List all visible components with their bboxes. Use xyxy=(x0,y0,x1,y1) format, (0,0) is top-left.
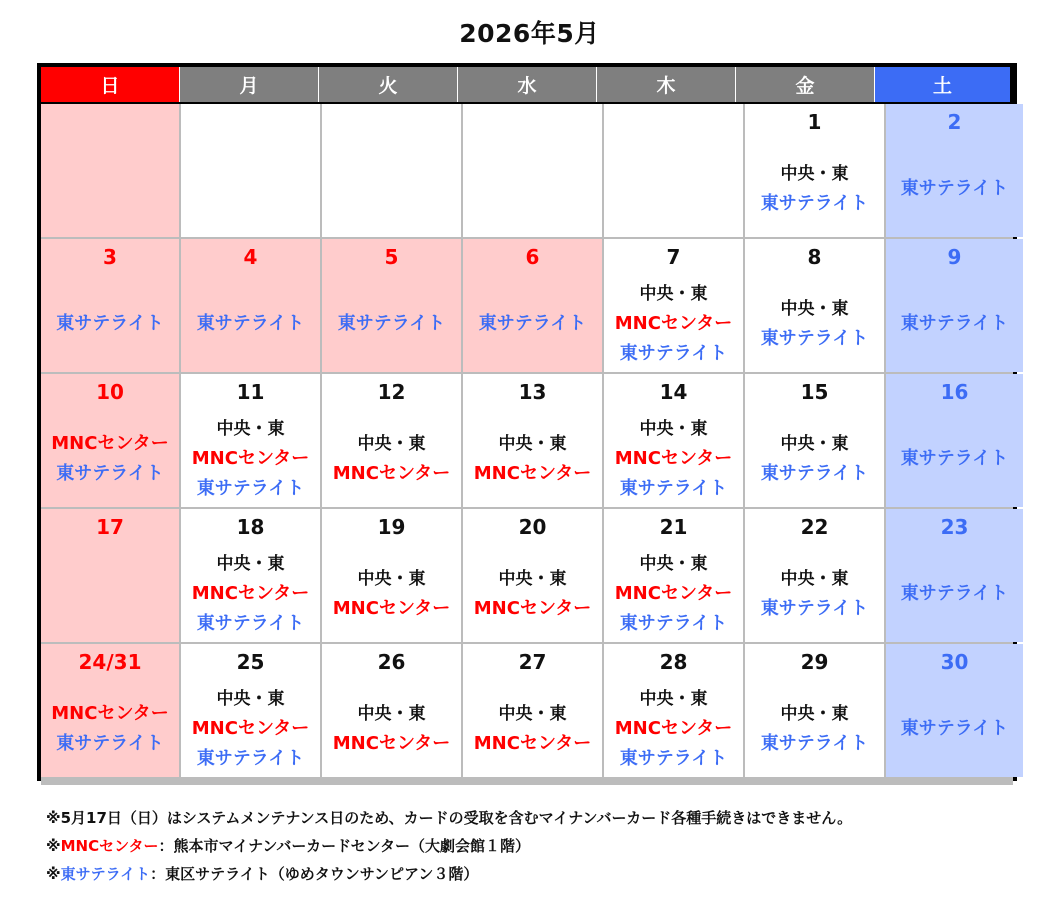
day-number: 7 xyxy=(666,245,681,269)
day-number: 10 xyxy=(96,380,124,404)
calendar-day-cell xyxy=(181,239,320,372)
day-entries xyxy=(41,140,179,237)
calendar-day-cell xyxy=(886,104,1023,237)
day-entries xyxy=(181,140,320,237)
day-number: 9 xyxy=(947,245,962,269)
central-east-label: 中央・東 xyxy=(498,703,567,724)
day-entries xyxy=(41,410,179,507)
calendar-day-cell xyxy=(41,104,179,237)
east-satellite-label: 東サテライト xyxy=(619,342,728,364)
calendar-day-cell xyxy=(463,509,602,642)
east-satellite-label: 東サテライト xyxy=(196,747,305,769)
day-number: 30 xyxy=(940,650,969,674)
mnc-center-label: MNCセンター xyxy=(614,717,733,739)
day-entries xyxy=(181,680,320,777)
day-entries xyxy=(463,410,602,507)
weekday-header-friday: 金 xyxy=(735,67,874,102)
day-entries xyxy=(604,275,743,372)
calendar-day-cell xyxy=(745,104,884,237)
weekday-header-thursday: 木 xyxy=(596,67,735,102)
east-satellite-label: 東サテライト xyxy=(196,612,305,634)
east-satellite-label: 東サテライト xyxy=(760,732,869,754)
calendar-day-cell xyxy=(322,509,461,642)
day-entries xyxy=(745,140,884,237)
central-east-label: 中央・東 xyxy=(639,418,708,439)
central-east-label: 中央・東 xyxy=(780,433,849,454)
central-east-label: 中央・東 xyxy=(639,553,708,574)
mnc-center-label: MNCセンター xyxy=(332,462,451,484)
day-number: 14 xyxy=(659,380,688,404)
central-east-label: 中央・東 xyxy=(639,688,708,709)
note-mnc-prefix: ※ xyxy=(46,837,61,855)
day-entries xyxy=(181,410,320,507)
day-number: 16 xyxy=(940,380,969,404)
central-east-label: 中央・東 xyxy=(216,688,285,709)
note-mnc-desc: ：熊本市マイナンバーカードセンター（大劇会館１階） xyxy=(158,837,531,855)
central-east-label: 中央・東 xyxy=(639,283,708,304)
mnc-center-label: MNCセンター xyxy=(614,447,733,469)
calendar-day-cell xyxy=(322,644,461,777)
day-entries xyxy=(322,140,461,237)
weekday-header-tuesday: 火 xyxy=(318,67,457,102)
east-satellite-label: 東サテライト xyxy=(619,612,728,634)
east-satellite-label: 東サテライト xyxy=(478,312,587,334)
weekday-header-row xyxy=(41,67,1013,104)
day-number: 13 xyxy=(518,380,547,404)
day-entries xyxy=(41,545,179,642)
day-number: 11 xyxy=(236,380,265,404)
mnc-center-label: MNCセンター xyxy=(332,597,451,619)
day-entries xyxy=(41,680,179,777)
east-satellite-label: 東サテライト xyxy=(900,582,1009,604)
central-east-label: 中央・東 xyxy=(498,433,567,454)
day-entries xyxy=(604,140,743,237)
day-number: 18 xyxy=(236,515,265,539)
day-entries xyxy=(886,275,1023,372)
calendar-day-cell xyxy=(181,644,320,777)
mnc-center-label: MNCセンター xyxy=(191,447,310,469)
calendar-day-cell xyxy=(463,374,602,507)
day-number: 15 xyxy=(800,380,829,404)
east-satellite-label: 東サテライト xyxy=(196,477,305,499)
east-satellite-label: 東サテライト xyxy=(760,327,869,349)
day-entries xyxy=(745,680,884,777)
day-entries xyxy=(463,275,602,372)
east-satellite-label: 東サテライト xyxy=(56,732,164,754)
day-entries xyxy=(181,545,320,642)
central-east-label: 中央・東 xyxy=(216,418,285,439)
day-number: 22 xyxy=(800,515,829,539)
day-entries xyxy=(463,545,602,642)
calendar-day-cell xyxy=(604,509,743,642)
day-entries xyxy=(745,545,884,642)
day-number: 20 xyxy=(518,515,547,539)
day-entries xyxy=(886,545,1023,642)
day-entries xyxy=(604,545,743,642)
calendar-day-cell xyxy=(322,239,461,372)
note-mnc-term: MNCセンター xyxy=(60,837,159,855)
east-satellite-label: 東サテライト xyxy=(56,312,164,334)
central-east-label: 中央・東 xyxy=(357,568,426,589)
east-satellite-label: 東サテライト xyxy=(900,312,1009,334)
calendar-day-cell xyxy=(41,239,179,372)
central-east-label: 中央・東 xyxy=(357,433,426,454)
note-maintenance: ※5月17日（日）はシステムメンテナンス日のため、カードの受取を含むマイナンバーカード各種手続きはできません。 xyxy=(46,809,853,827)
day-entries xyxy=(604,680,743,777)
calendar-day-cell xyxy=(181,374,320,507)
day-number: 17 xyxy=(96,515,124,539)
mnc-center-label: MNCセンター xyxy=(51,702,169,724)
east-satellite-label: 東サテライト xyxy=(900,447,1009,469)
note-east-term: 東サテライト xyxy=(60,865,151,883)
calendar-day-cell xyxy=(41,644,179,777)
calendar-day-cell xyxy=(604,104,743,237)
mnc-center-label: MNCセンター xyxy=(191,582,310,604)
east-satellite-label: 東サテライト xyxy=(760,462,869,484)
calendar-day-cell xyxy=(181,509,320,642)
day-number: 27 xyxy=(518,650,547,674)
day-entries xyxy=(463,140,602,237)
central-east-label: 中央・東 xyxy=(780,298,849,319)
calendar-day-cell xyxy=(463,239,602,372)
calendar-day-cell xyxy=(41,509,179,642)
east-satellite-label: 東サテライト xyxy=(619,747,728,769)
calendar-day-cell xyxy=(181,104,320,237)
day-entries xyxy=(322,545,461,642)
note-east-prefix: ※ xyxy=(46,865,61,883)
calendar-day-cell xyxy=(886,644,1023,777)
weekday-header-wednesday: 水 xyxy=(457,67,596,102)
day-entries xyxy=(745,275,884,372)
central-east-label: 中央・東 xyxy=(780,163,849,184)
mnc-center-label: MNCセンター xyxy=(473,597,592,619)
central-east-label: 中央・東 xyxy=(498,568,567,589)
day-number: 23 xyxy=(940,515,969,539)
day-entries xyxy=(322,275,461,372)
mnc-center-label: MNCセンター xyxy=(614,582,733,604)
day-entries xyxy=(604,410,743,507)
mnc-center-label: MNCセンター xyxy=(51,432,169,454)
calendar-day-cell xyxy=(463,104,602,237)
calendar-day-cell xyxy=(322,104,461,237)
weekday-header-saturday: 土 xyxy=(874,67,1010,102)
calendar-day-cell xyxy=(886,374,1023,507)
east-satellite-label: 東サテライト xyxy=(196,312,305,334)
note-east-desc: ：東区サテライト（ゆめタウンサンピアン３階） xyxy=(150,865,479,883)
calendar-day-cell xyxy=(745,374,884,507)
calendar-day-cell xyxy=(886,509,1023,642)
day-number: 4 xyxy=(243,245,258,269)
east-satellite-label: 東サテライト xyxy=(619,477,728,499)
day-entries xyxy=(886,140,1023,237)
weekday-header-sunday: 日 xyxy=(41,67,179,102)
calendar-day-cell xyxy=(604,374,743,507)
day-number: 8 xyxy=(807,245,822,269)
day-entries xyxy=(322,410,461,507)
day-number: 2 xyxy=(947,110,962,134)
calendar-day-cell xyxy=(886,239,1023,372)
note-east-satellite xyxy=(46,860,1046,888)
day-entries xyxy=(886,410,1023,507)
day-number: 3 xyxy=(103,245,117,269)
day-number: 6 xyxy=(525,245,540,269)
day-number: 28 xyxy=(659,650,688,674)
calendar-day-cell xyxy=(322,374,461,507)
day-number: 5 xyxy=(384,245,399,269)
calendar-day-cell xyxy=(745,239,884,372)
east-satellite-label: 東サテライト xyxy=(337,312,446,334)
day-entries xyxy=(886,680,1023,777)
calendar-day-cell xyxy=(41,374,179,507)
east-satellite-label: 東サテライト xyxy=(56,462,164,484)
day-number: 1 xyxy=(807,110,822,134)
day-entries xyxy=(322,680,461,777)
central-east-label: 中央・東 xyxy=(780,703,849,724)
day-number: 21 xyxy=(659,515,688,539)
day-entries xyxy=(745,410,884,507)
calendar-day-cell xyxy=(604,644,743,777)
east-satellite-label: 東サテライト xyxy=(900,717,1009,739)
note-mnc xyxy=(46,832,1046,860)
mnc-center-label: MNCセンター xyxy=(473,732,592,754)
calendar-title: 2026年5月 xyxy=(459,19,600,48)
east-satellite-label: 東サテライト xyxy=(760,597,869,619)
mnc-center-label: MNCセンター xyxy=(473,462,592,484)
weekday-header-monday: 月 xyxy=(179,67,318,102)
day-number: 26 xyxy=(377,650,406,674)
mnc-center-label: MNCセンター xyxy=(191,717,310,739)
day-entries xyxy=(181,275,320,372)
central-east-label: 中央・東 xyxy=(216,553,285,574)
east-satellite-label: 東サテライト xyxy=(900,177,1009,199)
day-entries xyxy=(41,275,179,372)
day-entries xyxy=(463,680,602,777)
calendar-day-cell xyxy=(463,644,602,777)
day-number: 29 xyxy=(800,650,829,674)
east-satellite-label: 東サテライト xyxy=(760,192,869,214)
mnc-center-label: MNCセンター xyxy=(332,732,451,754)
calendar-day-cell xyxy=(745,644,884,777)
central-east-label: 中央・東 xyxy=(780,568,849,589)
day-number: 19 xyxy=(377,515,406,539)
calendar-day-cell xyxy=(604,239,743,372)
notes xyxy=(46,804,1046,888)
mnc-center-label: MNCセンター xyxy=(614,312,733,334)
central-east-label: 中央・東 xyxy=(357,703,426,724)
calendar-grid xyxy=(41,104,1013,785)
calendar-day-cell xyxy=(745,509,884,642)
day-number: 24/31 xyxy=(78,650,142,674)
day-number: 25 xyxy=(236,650,265,674)
day-number: 12 xyxy=(377,380,406,404)
calendar xyxy=(37,63,1017,781)
